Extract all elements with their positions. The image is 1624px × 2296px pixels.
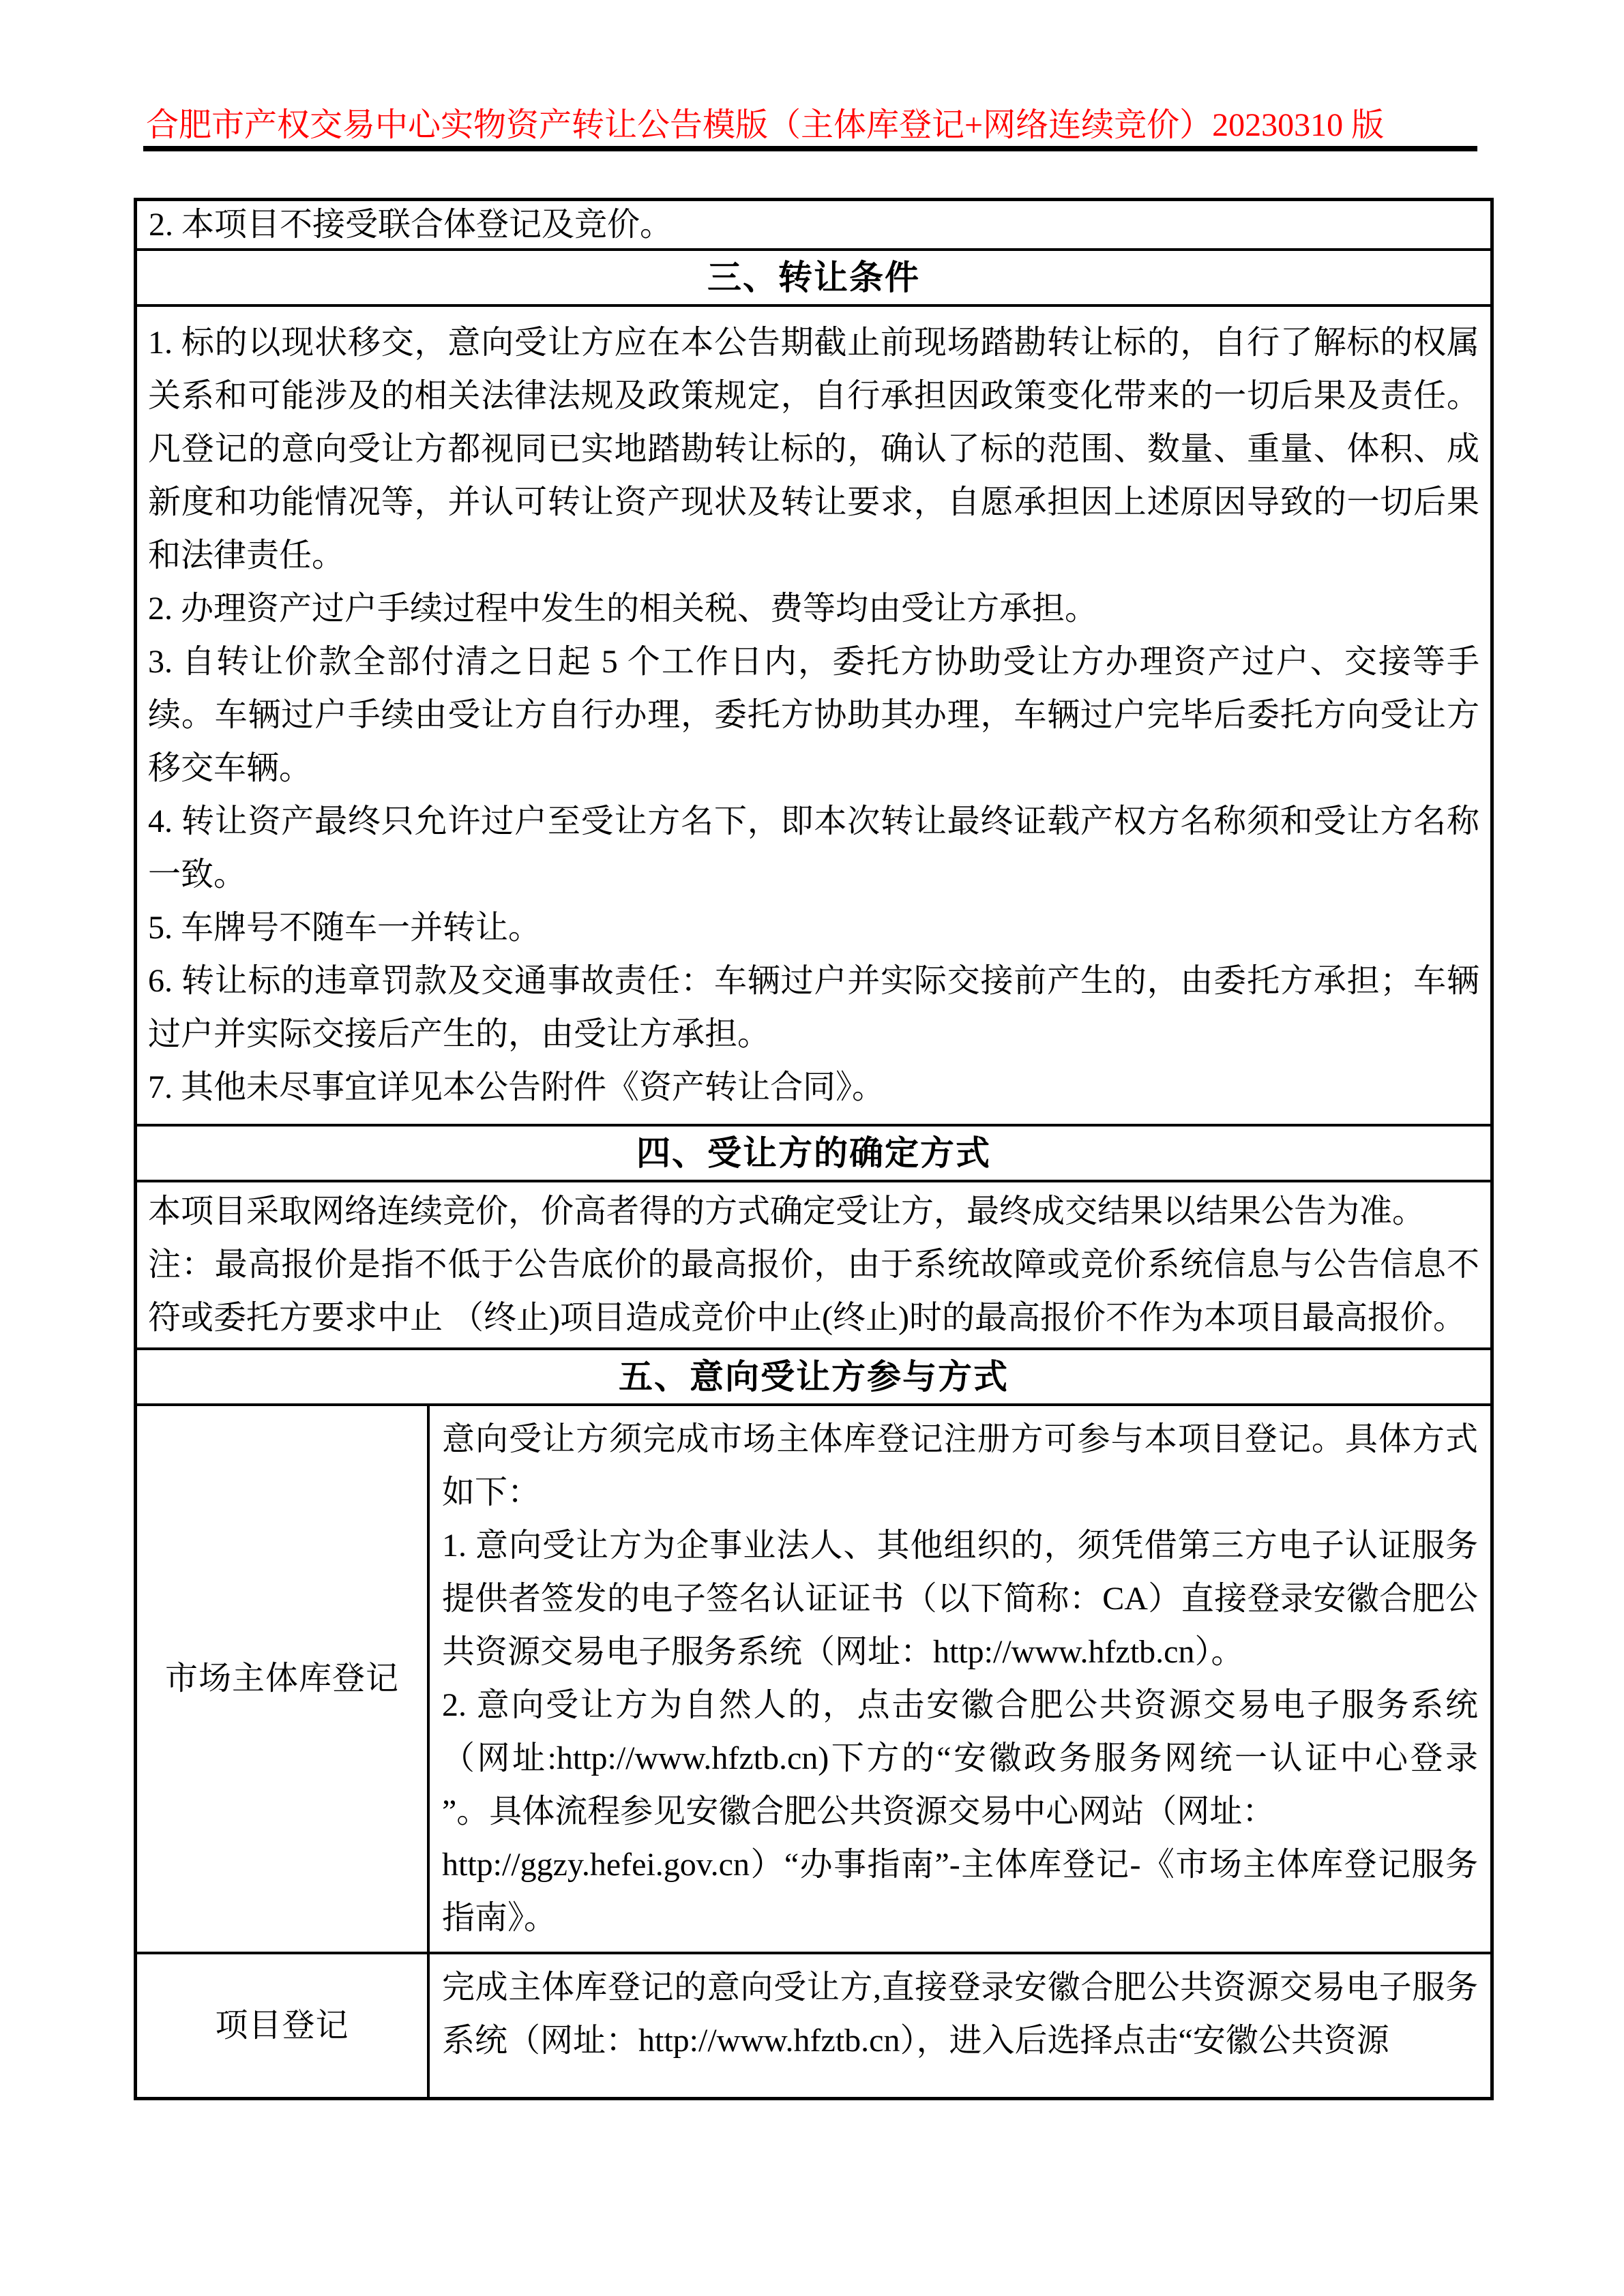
section4-body [137,1182,1490,1350]
table-row-note [137,201,1490,251]
note-text: 2. 本项目不接受联合体登记及竞价。 [149,206,673,243]
paragraph: 5. 车牌号不随车一并转让。 [148,910,542,946]
paragraph: 2. 意向受让方为自然人的，点击安徽合肥公共资源交易电子服务系统（网址:http://www.hfztb.cn)下方的“安徽政务服务网统一认证中心登录 ”。具体流程参见安徽合肥公共资源交易中心网站（网址： [442,1687,1478,1830]
paragraph: 2. 办理资产过户手续过程中发生的相关税、费等均由受让方承担。 [148,591,1098,627]
row-content-market-entity-registration [430,1406,1490,1952]
paragraph: 意向受让方须完成市场主体库登记注册方可参与本项目登记。具体方式如下： [442,1421,1478,1510]
paragraph: 3. 自转让价款全部付清之日起 5 个工作日内，委托方协助受让方办理资产过户、交接等手续。车辆过户手续由受让方自行办理，委托方协助其办理，车辆过户完毕后委托方向受让方移交车辆。 [148,644,1479,786]
row-content-project-registration [430,1954,1490,2097]
section3-header: 三、转让条件 [137,251,1490,307]
paragraph: 6. 转让标的违章罚款及交通事故责任：车辆过户并实际交接前产生的，由委托方承担；车辆过户并实际交接后产生的，由受让方承担。 [148,963,1479,1052]
announcement-table [134,198,1494,2100]
paragraph: 4. 转让资产最终只允许过户至受让方名下，即本次转让最终证载产权方名称须和受让方名称一致。 [148,803,1479,893]
section4-header: 四、受让方的确定方式 [137,1127,1490,1182]
section3-body [137,307,1490,1127]
paragraph: 7. 其他未尽事宜详见本公告附件《资产转让合同》。 [148,1069,885,1105]
paragraph: 1. 意向受让方为企事业法人、其他组织的，须凭借第三方电子认证服务提供者签发的电子签名认证证书（以下简称：CA）直接登录安徽合肥公共资源交易电子服务系统（网址：http://www.hfztb.cn）。 [442,1527,1478,1670]
header-divider [143,146,1477,151]
section5-header: 五、意向受让方参与方式 [137,1350,1490,1406]
paragraph: http://ggzy.hefei.gov.cn）“办事指南”-主体库登记-《市场主体库登记服务指南》。 [442,1847,1478,1936]
row-label-market-entity-registration: 市场主体库登记 [137,1406,430,1952]
paragraph: 完成主体库登记的意向受让方,直接登录安徽合肥公共资源交易电子服务系统（网址：http://www.hfztb.cn），进入后选择点击“安徽公共资源 [442,1969,1478,2059]
row-label-project-registration: 项目登记 [137,1954,430,2097]
document-header-title: 合肥市产权交易中心实物资产转让公告模版（主体库登记+网络连续竞价）20230310 版 [146,107,1385,143]
table-row-project-registration [137,1954,1490,2097]
paragraph: 1. 标的以现状移交，意向受让方应在本公告期截止前现场踏勘转让标的，自行了解标的权属关系和可能涉及的相关法律法规及政策规定，自行承担因政策变化带来的一切后果及责任。凡登记的意向受让方都视同已实地踏勘转让标的，确认了标的范围、数量、重量、体积、成新度和功能情况等，并认可转让资产现状及转让要求，自愿承担因上述原因导致的一切后果和法律责任。 [148,325,1479,573]
paragraph: 本项目采取网络连续竞价，价高者得的方式确定受让方，最终成交结果以结果公告为准。 [148,1193,1426,1229]
table-row-market-entity-registration [137,1406,1490,1954]
paragraph: 注：最高报价是指不低于公告底价的最高报价，由于系统故障或竞价系统信息与公告信息不符或委托方要求中止 （终止)项目造成竞价中止(终止)时的最高报价不作为本项目最高报价。 [148,1247,1479,1336]
